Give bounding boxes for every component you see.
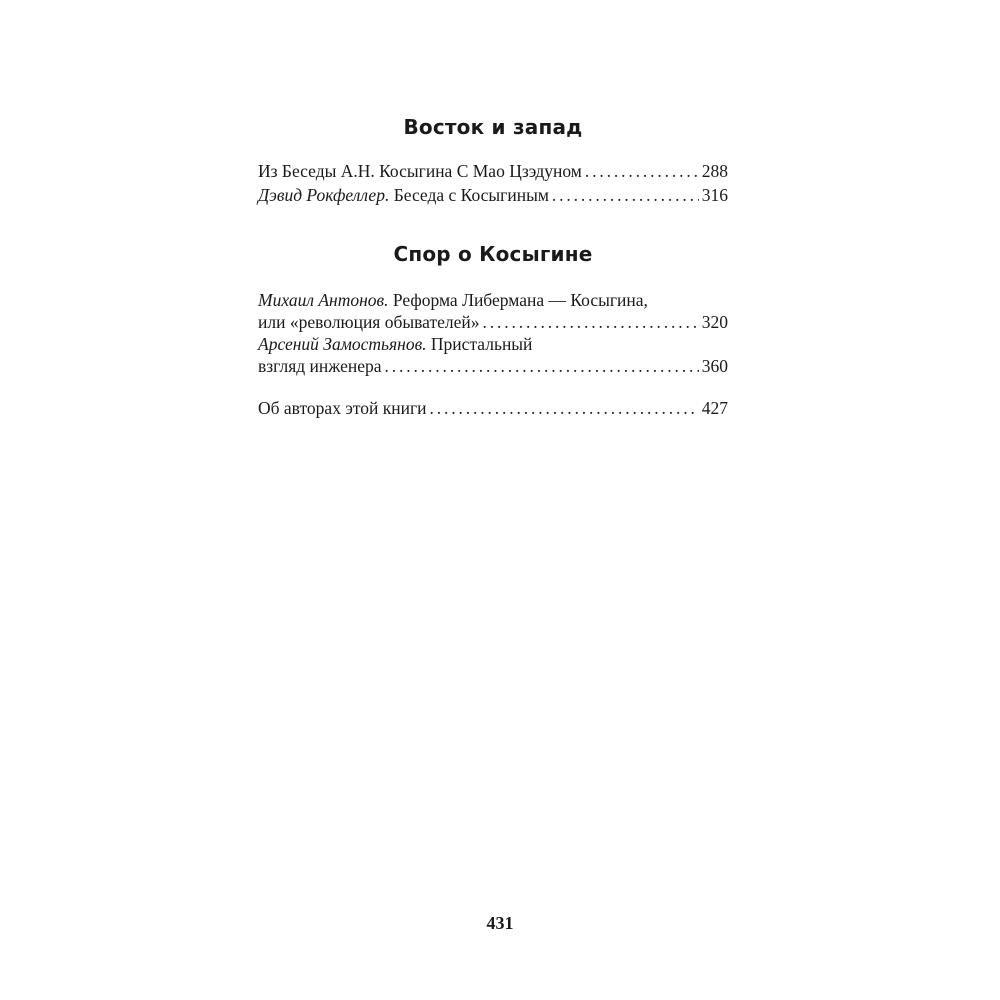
entry-text-continued: взгляд инженера xyxy=(258,356,382,376)
toc-entry xyxy=(258,160,728,182)
leader-dots xyxy=(385,355,699,377)
toc-entry xyxy=(258,184,728,206)
page-number: 427 xyxy=(701,398,728,418)
page-number: 316 xyxy=(701,185,728,205)
toc-line xyxy=(258,160,728,182)
entry-text: Из Беседы А.Н. Косыгина С Мао Цзэдуном xyxy=(258,161,582,181)
toc-entry xyxy=(258,289,728,333)
page-folio: 431 xyxy=(486,913,514,933)
entry-author: Арсений Замостьянов. xyxy=(258,334,427,354)
entry-text-continued: или «революция обывателей» xyxy=(258,312,480,332)
toc-line xyxy=(258,311,728,333)
toc-line xyxy=(258,397,728,419)
page-number: 320 xyxy=(701,312,728,332)
toc-entry xyxy=(258,397,728,419)
section-title-dispute: Спор о Косыгине xyxy=(393,242,593,266)
toc-line xyxy=(258,355,728,377)
toc-line xyxy=(258,289,728,311)
leader-dots xyxy=(552,184,699,206)
entry-text: Пристальный xyxy=(426,334,533,354)
page-number: 360 xyxy=(701,356,728,376)
leader-dots xyxy=(585,160,699,182)
entry-author: Дэвид Рокфеллер. xyxy=(258,185,390,205)
section-title-east-west: Восток и запад xyxy=(403,115,583,139)
entry-text: Об авторах этой книги xyxy=(258,398,427,418)
page-number: 288 xyxy=(701,161,728,181)
entry-text: Реформа Либермана — Косыгина, xyxy=(388,290,648,310)
toc-line xyxy=(258,184,728,206)
leader-dots xyxy=(430,397,699,419)
toc-entry xyxy=(258,333,728,377)
entry-text: Беседа с Косыгиным xyxy=(389,185,549,205)
entry-author: Михаил Антонов. xyxy=(258,290,389,310)
leader-dots xyxy=(483,311,699,333)
toc-line xyxy=(258,333,728,355)
